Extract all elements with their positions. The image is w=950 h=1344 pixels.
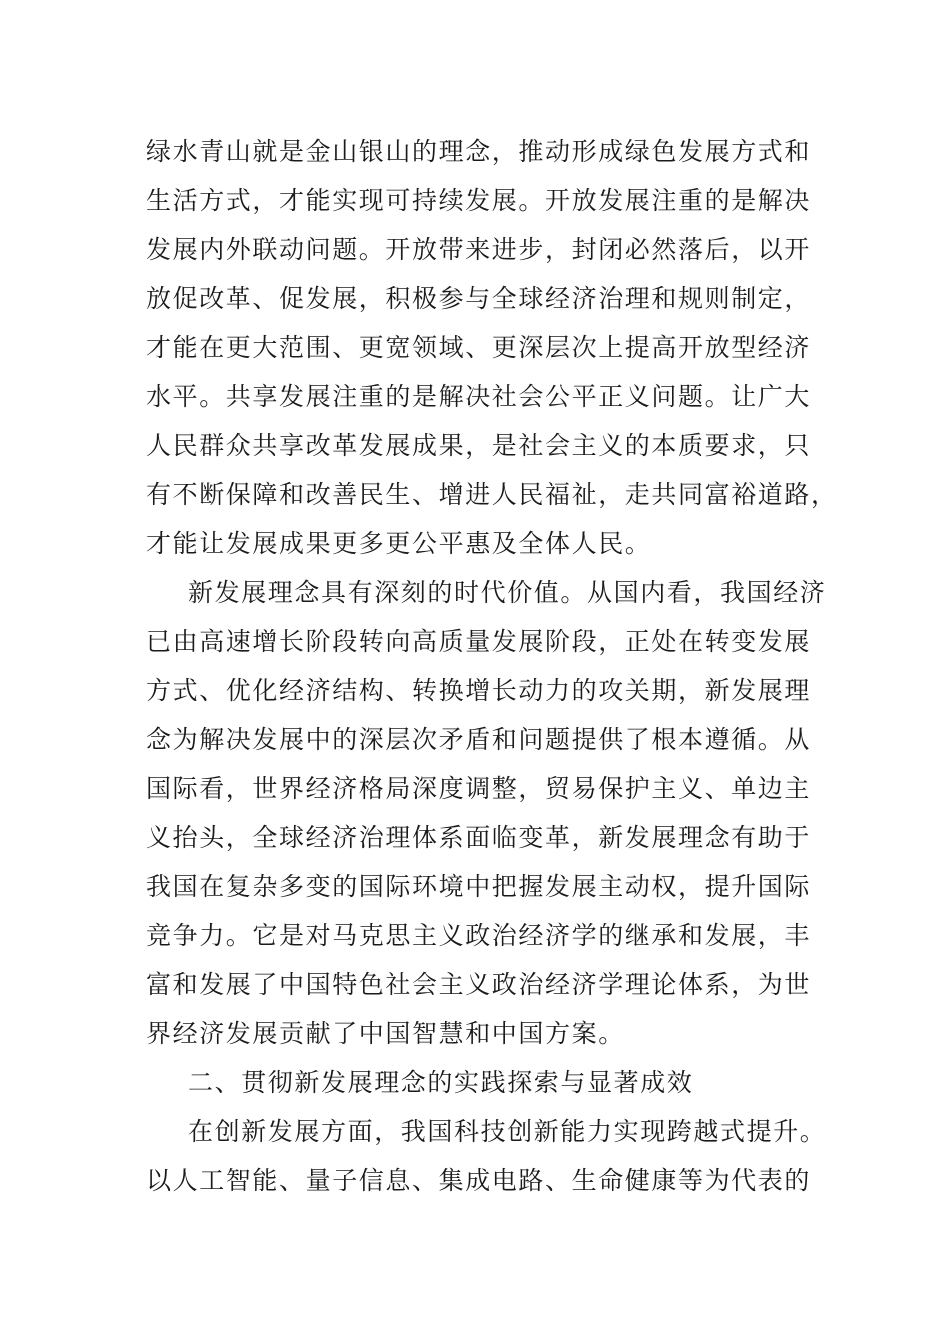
text-line: 放促改革、促发展，积极参与全球经济治理和规则制定， [146,284,812,313]
text-line: 已由高速增长阶段转向高质量发展阶段，正处在转变发展 [146,627,812,656]
text-line: 发展内外联动问题。开放带来进步，封闭必然落后，以开 [146,235,812,264]
text-line: 富和发展了中国特色社会主义政治经济学理论体系，为世 [146,970,812,999]
text-line: 我国在复杂多变的国际环境中把握发展主动权，提升国际 [146,872,812,901]
text-line: 界经济发展贡献了中国智慧和中国方案。 [146,1019,625,1048]
text-line: 义抬头，全球经济治理体系面临变革，新发展理念有助于 [146,823,812,852]
text-line: 人民群众共享改革发展成果，是社会主义的本质要求，只 [146,431,812,460]
paragraph-first-line: 新发展理念具有深刻的时代价值。从国内看，我国经济 [188,578,827,607]
text-line: 念为解决发展中的深层次矛盾和问题提供了根本遵循。从 [146,725,812,754]
text-line: 竞争力。它是对马克思主义政治经济学的继承和发展，丰 [146,921,812,950]
text-line: 以人工智能、量子信息、集成电路、生命健康等为代表的 [146,1166,812,1195]
paragraph-first-line: 在创新发展方面，我国科技创新能力实现跨越式提升。 [188,1117,827,1146]
text-line: 有不断保障和改善民生、增进人民福祉，走共同富裕道路， [146,480,838,509]
text-line: 才能在更大范围、更宽领域、更深层次上提高开放型经济 [146,333,812,362]
text-line: 国际看，世界经济格局深度调整，贸易保护主义、单边主 [146,774,812,803]
text-line: 才能让发展成果更多更公平惠及全体人民。 [146,529,652,558]
section-heading: 二、贯彻新发展理念的实践探索与显著成效 [188,1068,694,1097]
text-line: 绿水青山就是金山银山的理念，推动形成绿色发展方式和 [146,137,812,166]
text-line: 水平。共享发展注重的是解决社会公平正义问题。让广大 [146,382,812,411]
text-line: 方式、优化经济结构、转换增长动力的攻关期，新发展理 [146,676,812,705]
text-line: 生活方式，才能实现可持续发展。开放发展注重的是解决 [146,186,812,215]
